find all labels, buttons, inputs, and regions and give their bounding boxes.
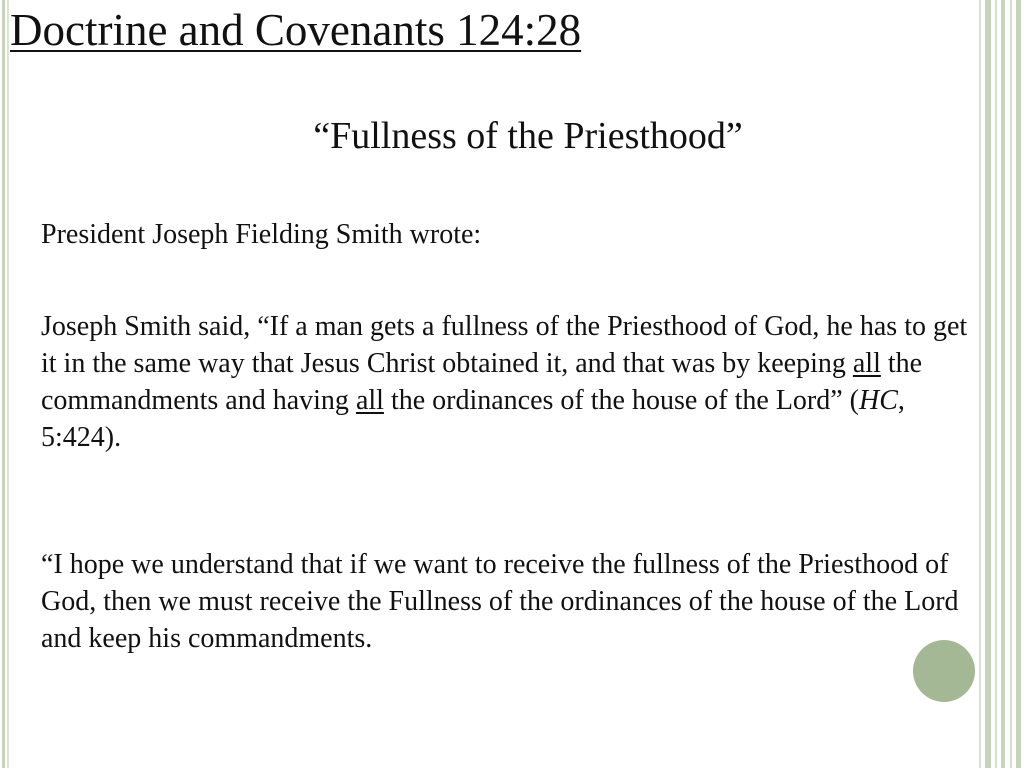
quote-text: the ordinances of the house of the Lord” ( [383, 385, 859, 416]
slide-title: Doctrine and Covenants 124:28 [10, 5, 582, 55]
emphasis-all: all [852, 348, 881, 379]
emphasis-all: all [355, 385, 384, 416]
decorative-circle [913, 640, 975, 702]
quote-text: Joseph Smith said, “If a man gets a fullness of the Priesthood of God, he has to get it in the same way that Jesus Christ obtained it, and that was by keeping [41, 311, 968, 379]
quote-paragraph-1 [41, 308, 981, 456]
quote-text: the commandments and having [41, 348, 923, 416]
quote-paragraph-2: “I hope we understand that if we want to receive the fullness of the Priesthood of God, then we must receive the Fullness of the ordinances of the house of the Lord and keep his commandments. [41, 549, 959, 654]
citation-source: HC [859, 385, 898, 416]
slide-subtitle: “Fullness of the Priesthood” [313, 115, 743, 157]
intro-text: President Joseph Fielding Smith wrote: [41, 219, 482, 250]
citation-reference: , 5:424). [41, 385, 905, 453]
